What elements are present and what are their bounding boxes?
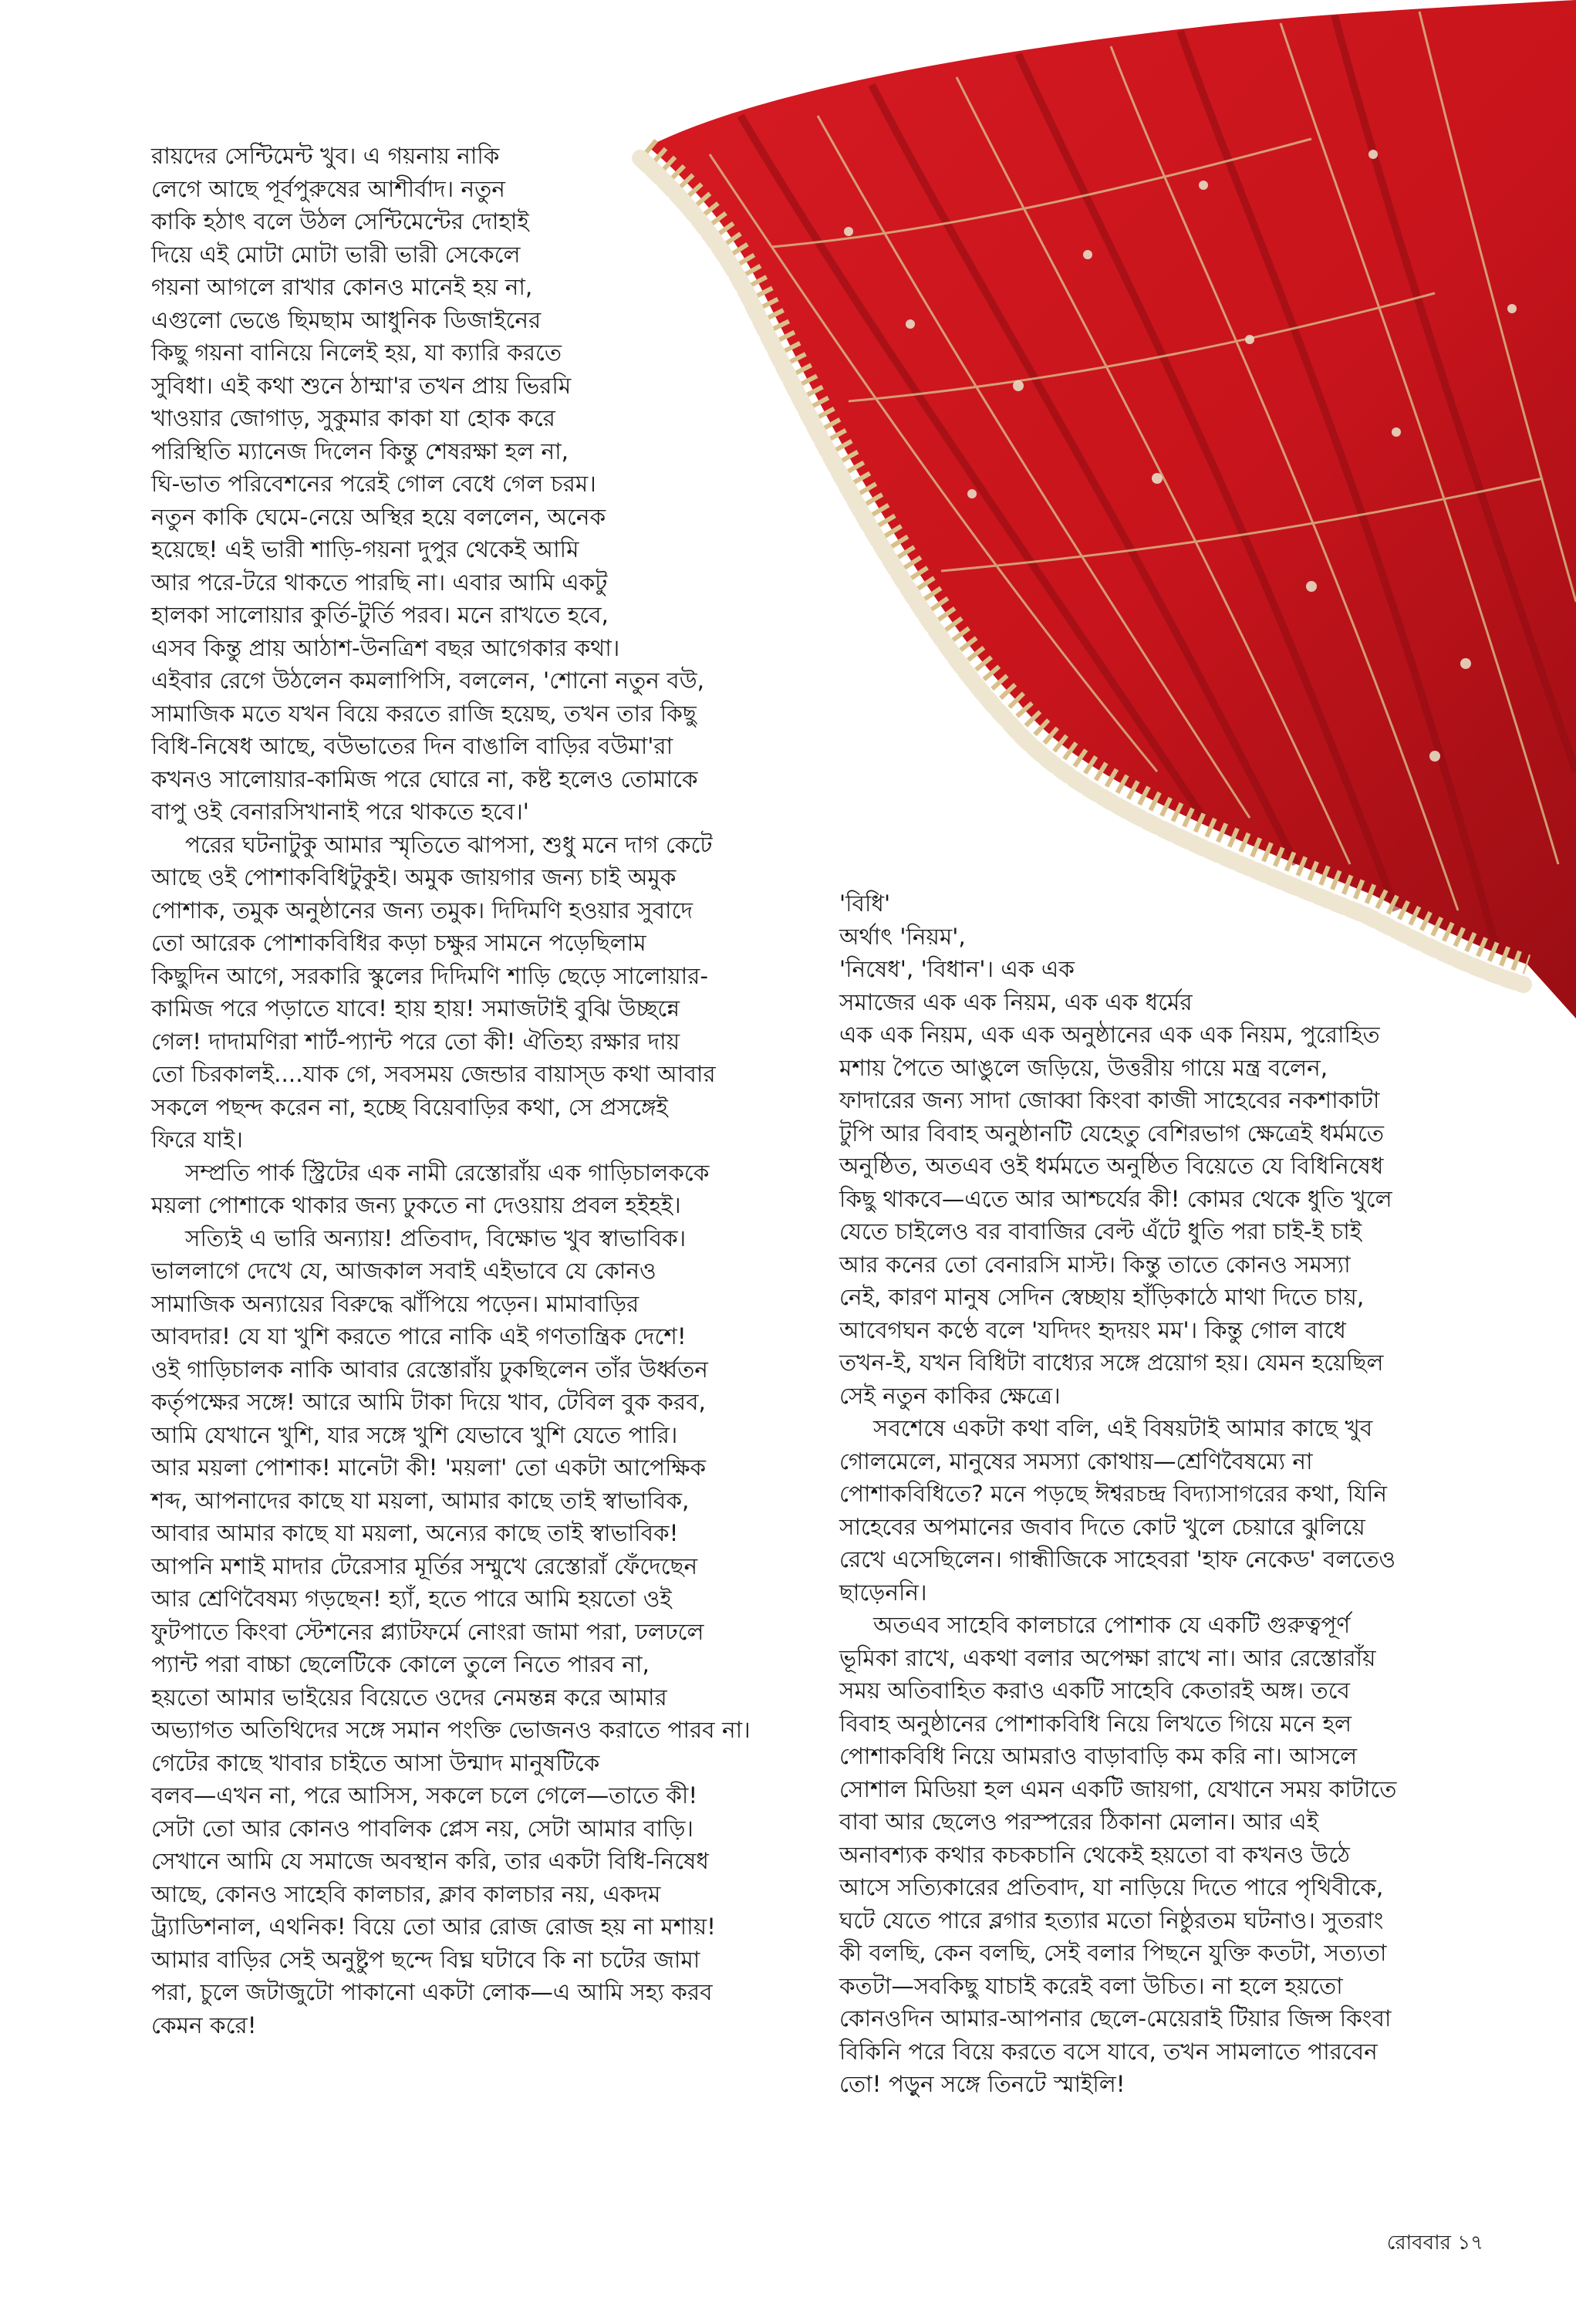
text-line: এইবার রেগে উঠলেন কমলাপিসি, বললেন, 'শোনো নতুন বউ,: [151, 667, 704, 694]
text-line: কোনওদিন আমার-আপনার ছেলে-মেয়েরাই টিয়ার জিন্স কিংবা: [839, 2005, 1392, 2032]
text-line: হয়েছে! এই ভারী শাড়ি-গয়না দুপুর থেকেই আমি: [151, 536, 579, 562]
text-line: কর্তৃপক্ষের সঙ্গে! আরে আমি টাকা দিয়ে খাব, টেবিল বুক করব,: [151, 1389, 706, 1415]
text-line: বলব—এখন না, পরে আসিস, সকলে চলে গেলে—তাতে কী!: [151, 1782, 698, 1809]
text-line: সেই নতুন কাকির ক্ষেত্রে।: [839, 1382, 1061, 1409]
text-line: ফাদারের জন্য সাদা জোব্বা কিংবা কাজী সাহেবের নকশাকাটা: [839, 1087, 1380, 1113]
text-line: পরের ঘটনাটুকু আমার স্মৃতিতে ঝাপসা, শুধু মনে দাগ কেটে: [185, 831, 713, 858]
text-line: বিধি-নিষেধ আছে, বউভাতের দিন বাঙালি বাড়ির বউমা'রা: [151, 733, 673, 759]
text-line: ঘটে যেতে পারে ব্লগার হত্যার মতো নিষ্ঠুরতম ঘটনাও। সুতরাং: [839, 1907, 1384, 1934]
text-line: তো আরেক পোশাকবিধির কড়া চক্ষুর সামনে পড়েছিলাম: [151, 930, 646, 956]
text-line: তো চিরকালই....যাক গে, সবসময় জেন্ডার বায়াস্ড কথা আবার: [151, 1061, 716, 1087]
text-line: সেখানে আমি যে সমাজে অবস্থান করি, তার একটা বিধি-নিষেধ: [151, 1848, 709, 1874]
text-line: অভ্যাগত অতিথিদের সঙ্গে সমান পংক্তি ভোজনও করাতে পারব না।: [151, 1717, 751, 1743]
text-line: ভাললাগে দেখে যে, আজকাল সবাই এইভাবে যে কোনও: [151, 1258, 656, 1284]
text-line: সময় অতিবাহিত করাও একটি সাহেবি কেতারই অঙ্গ। তবে: [839, 1677, 1350, 1704]
text-line: এক এক নিয়ম, এক এক অনুষ্ঠানের এক এক নিয়ম, পুরোহিত: [839, 1022, 1380, 1048]
text-line: সাহেবের অপমানের জবাব দিতে কোট খুলে চেয়ারে ঝুলিয়ে: [839, 1513, 1365, 1540]
text-line: আবদার! যে যা খুশি করতে পারে নাকি এই গণতান্ত্রিক দেশে!: [151, 1323, 687, 1349]
text-line: কেমন করে!: [151, 2012, 257, 2039]
text-line: নেই, কারণ মানুষ সেদিন স্বেচ্ছায় হাঁড়িকাঠে মাথা দিতে চায়,: [839, 1284, 1365, 1310]
magazine-name: রোববার: [1386, 2231, 1451, 2255]
text-line: কতটা—সবকিছু যাচাই করেই বলা উচিত। না হলে হয়তো: [839, 1972, 1343, 1999]
text-line: তো! পড়ুন সঙ্গে তিনটে স্মাইলি!: [839, 2071, 1125, 2097]
text-line: এগুলো ভেঙে ছিমছাম আধুনিক ডিজাইনের: [151, 306, 542, 333]
text-line: লেগে আছে পূর্বপুরুষের আশীর্বাদ। নতুন: [151, 175, 505, 202]
page-number: ১৭: [1457, 2231, 1483, 2255]
text-line: আর ময়লা পোশাক! মানেটা কী! 'ময়লা' তো একটা আপেক্ষিক: [151, 1454, 707, 1481]
text-line: সবশেষে একটা কথা বলি, এই বিষয়টাই আমার কাছে খুব: [873, 1415, 1373, 1441]
text-line: যেতে চাইলেও বর বাবাজির বেল্ট এঁটে ধুতি পরা চাই-ই চাই: [839, 1218, 1362, 1245]
text-line: সমাজের এক এক নিয়ম, এক এক ধর্মের: [839, 988, 1193, 1015]
text-line: এসব কিন্তু প্রায় আঠাশ-উনত্রিশ বছর আগেকার কথা।: [151, 634, 620, 661]
text-line: কাকি হঠাৎ বলে উঠল সেন্টিমেন্টের দোহাই: [151, 208, 529, 235]
text-line: গেটের কাছে খাবার চাইতে আসা উন্মাদ মানুষটিকে: [151, 1749, 600, 1776]
text-line: বিবাহ অনুষ্ঠানের পোশাকবিধি নিয়ে লিখতে গিয়ে মনে হল: [839, 1710, 1352, 1737]
text-line: হালকা সালোয়ার কুর্তি-টুর্তি পরব। মনে রাখতে হবে,: [151, 602, 609, 628]
text-line: গেল! দাদামণিরা শার্ট-প্যান্ট পরে তো কী! ঐতিহ্য রক্ষার দায়: [151, 1028, 680, 1055]
text-line: পোশাকবিধি নিয়ে আমরাও বাড়াবাড়ি কম করি না। আসলে: [839, 1743, 1358, 1769]
text-line: কিছুদিন আগে, সরকারি স্কুলের দিদিমণি শাড়ি ছেড়ে সালোয়ার-: [151, 962, 709, 989]
text-line: সোশাল মিডিয়া হল এমন একটি জায়গা, যেখানে সময় কাটাতে: [839, 1775, 1397, 1802]
text-line: সামাজিক অন্যায়ের বিরুদ্ধে ঝাঁপিয়ে পড়েন। মামাবাড়ির: [151, 1290, 640, 1317]
text-line: সেটা তো আর কোনও পাবলিক প্লেস নয়, সেটা আমার বাড়ি।: [151, 1815, 694, 1842]
text-line: গয়না আগলে রাখার কোনও মানেই হয় না,: [151, 274, 533, 300]
text-line: ময়লা পোশাকে থাকার জন্য ঢুকতে না দেওয়ায় প্রবল হইহই।: [151, 1192, 681, 1218]
text-line: আবেগঘন কণ্ঠে বলে 'যদিদং হৃদয়ং মম'। কিন্তু গোল বাধে: [839, 1316, 1346, 1343]
text-line: অতএব সাহেবি কালচারে পোশাক যে একটি গুরুত্বপূর্ণ: [873, 1612, 1351, 1638]
text-line: কখনও সালোয়ার-কামিজ পরে ঘোরে না, কষ্ট হলেও তোমাকে: [151, 765, 698, 792]
text-line: টুপি আর বিবাহ অনুষ্ঠানটি যেহেতু বেশিরভাগ ক্ষেত্রেই ধর্মমতে: [839, 1120, 1385, 1147]
page-footer: [1387, 2227, 1483, 2261]
text-line: ঘি-ভাত পরিবেশনের পরেই গোল বেধে গেল চরম।: [151, 471, 596, 497]
text-line: ফিরে যাই।: [151, 1127, 243, 1153]
article-column-right: [839, 887, 1518, 2101]
text-line: আছে, কোনও সাহেবি কালচার, ক্লাব কালচার নয়, একদম: [151, 1880, 661, 1907]
text-line: দিয়ে এই মোটা মোটা ভারী ভারী সেকেলে: [151, 241, 521, 268]
text-line: গোলমেলে, মানুষের সমস্যা কোথায়—শ্রেণিবৈষম্যে না: [839, 1447, 1313, 1474]
text-line: সকলে পছন্দ করেন না, হচ্ছে বিয়েবাড়ির কথা, সে প্রসঙ্গেই: [151, 1093, 668, 1120]
text-line: পরা, চুলে জটাজুটো পাকানো একটা লোক—এ আমি সহ্য করব: [151, 1979, 713, 2005]
text-line: কী বলছি, কেন বলছি, সেই বলার পিছনে যুক্তি কতটা, সত্যতা: [839, 1940, 1387, 1966]
text-line: বিকিনি পরে বিয়ে করতে বসে যাবে, তখন সামলাতে পারবেন: [839, 2038, 1378, 2065]
text-line: কিছু থাকবে—এতে আর আশ্চর্যের কী! কোমর থেকে ধুতি খুলে: [839, 1185, 1392, 1212]
text-line: 'বিধি': [839, 890, 891, 917]
text-line: পোশাক, তমুক অনুষ্ঠানের জন্য তমুক। দিদিমণি হওয়ার সুবাদে: [151, 897, 693, 924]
text-line: অনুষ্ঠিত, অতএব ওই ধর্মমতে অনুষ্ঠিত বিয়েতে যে বিধিনিষেধ: [839, 1153, 1384, 1179]
text-line: রায়দের সেন্টিমেন্ট খুব। এ গয়নায় নাকি: [151, 143, 500, 169]
text-line: আর কনের তো বেনারসি মাস্ট। কিন্তু তাতে কোনও সমস্যা: [839, 1251, 1351, 1278]
text-line: সম্প্রতি পার্ক স্ট্রিটের এক নামী রেস্তোরাঁয় এক গাড়িচালককে: [185, 1159, 710, 1186]
text-line: নতুন কাকি ঘেমে-নেয়ে অস্থির হয়ে বললেন, অনেক: [151, 503, 606, 530]
text-line: খাওয়ার জোগাড়, সুকুমার কাকা যা হোক করে: [151, 405, 555, 431]
text-line: আছে ওই পোশাকবিধিটুকুই। অমুক জায়গার জন্য চাই অমুক: [151, 864, 677, 890]
text-line: সামাজিক মতে যখন বিয়ে করতে রাজি হয়েছ, তখন তার কিছু: [151, 700, 697, 727]
text-line: অনাবশ্যক কথার কচকচানি থেকেই হয়তো বা কখনও উঠে: [839, 1841, 1350, 1868]
text-line: কিছু গয়না বানিয়ে নিলেই হয়, যা ক্যারি করতে: [151, 339, 562, 366]
text-line: সত্যিই এ ভারি অন্যায়! প্রতিবাদ, বিক্ষোভ খুব স্বাভাবিক।: [185, 1224, 687, 1252]
text-line: প্যান্ট পরা বাচ্চা ছেলেটিকে কোলে তুলে নিতে পারব না,: [151, 1651, 650, 1677]
text-line: বাপু ওই বেনারসিখানাই পরে থাকতে হবে।': [151, 799, 529, 825]
text-line: ফুটপাতে কিংবা স্টেশনের প্ল্যাটফর্মে নোংরা জামা পরা, ঢলঢলে: [151, 1618, 704, 1645]
text-line: অর্থাৎ 'নিয়ম',: [839, 923, 966, 950]
text-line: তখন-ই, যখন বিধিটা বাধ্যের সঙ্গে প্রয়োগ হয়। যেমন হয়েছিল: [839, 1349, 1384, 1376]
text-line: সুবিধা। এই কথা শুনে ঠাম্মা'র তখন প্রায় ভিরমি: [151, 372, 572, 399]
text-line: বাবা আর ছেলেও পরস্পরের ঠিকানা মেলান। আর এই: [839, 1809, 1319, 1835]
text-line: ছাড়েননি।: [839, 1579, 927, 1606]
text-line: 'নিষেধ', 'বিধান'। এক এক: [839, 956, 1075, 982]
text-line: আর পরে-টরে থাকতে পারছি না। এবার আমি একটু: [151, 569, 608, 596]
text-line: আবার আমার কাছে যা ময়লা, অন্যের কাছে তাই স্বাভাবিক!: [151, 1520, 679, 1546]
text-line: ট্র্যাডিশনাল, এথনিক! বিয়ে তো আর রোজ রোজ হয় না মশায়!: [151, 1914, 716, 1940]
text-line: আমার বাড়ির সেই অনুষ্টুপ ছন্দে বিঘ্ন ঘটাবে কি না চটের জামা: [151, 1946, 700, 1973]
text-line: আর শ্রেণিবৈষম্য গড়ছেন! হ্যাঁ, হতে পারে আমি হয়তো ওই: [151, 1586, 672, 1612]
text-line: পোশাকবিধিতে? মনে পড়ছে ঈশ্বরচন্দ্র বিদ্যাসাগরের কথা, যিনি: [839, 1481, 1388, 1507]
text-line: ওই গাড়িচালক নাকি আবার রেস্তোরাঁয় ঢুকছিলেন তাঁর উর্ধ্বতন: [151, 1356, 708, 1383]
text-line: শব্দ, আপনাদের কাছে যা ময়লা, আমার কাছে তাই স্বাভাবিক,: [151, 1487, 690, 1514]
text-line: রেখে এসেছিলেন। গান্ধীজিকে সাহেবরা 'হাফ নেকেড' বলতেও: [839, 1546, 1396, 1572]
text-line: পরিস্থিতি ম্যানেজ দিলেন কিন্তু শেষরক্ষা হল না,: [151, 437, 569, 464]
text-line: মশায় পৈতে আঙুলে জড়িয়ে, উত্তরীয় গায়ে মন্ত্র বলেন,: [839, 1054, 1328, 1081]
text-line: আমি যেখানে খুশি, যার সঙ্গে খুশি যেভাবে খুশি যেতে পারি।: [151, 1421, 678, 1448]
text-line: হয়তো আমার ভাইয়ের বিয়েতে ওদের নেমন্তন্ন করে আমার: [151, 1684, 667, 1711]
text-line: ভূমিকা রাখে, একথা বলার অপেক্ষা রাখে না। আর রেস্তোরাঁয়: [839, 1644, 1376, 1671]
text-line: আপনি মশাই মাদার টেরেসার মূর্তির সম্মুখে রেস্তোরাঁ ফেঁদেছেন: [151, 1552, 698, 1579]
text-line: আসে সত্যিকারের প্রতিবাদ, যা নাড়িয়ে দিতে পারে পৃথিবীকে,: [839, 1874, 1384, 1900]
text-line: কামিজ পরে পড়াতে যাবে! হায় হায়! সমাজটাই বুঝি উচ্ছন্নে: [151, 995, 680, 1022]
article-column-left: [151, 140, 799, 2042]
